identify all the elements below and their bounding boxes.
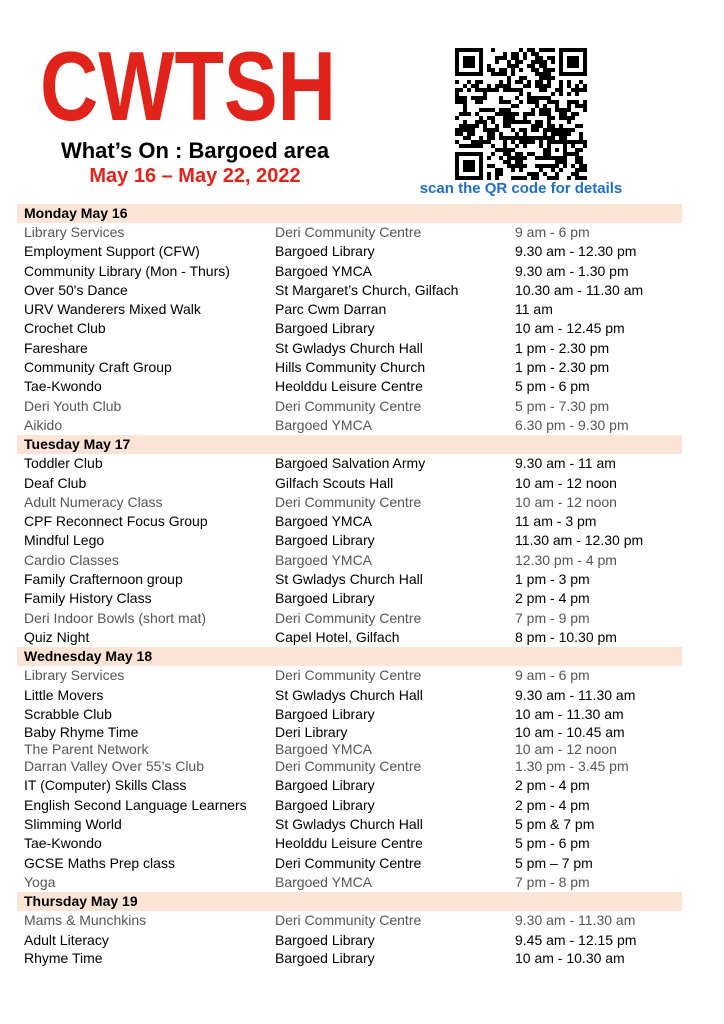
event-row xyxy=(17,531,682,550)
day-header: Wednesday May 18 xyxy=(17,647,682,666)
event-time: 11 am xyxy=(515,301,553,318)
event-time: 2 pm - 4 pm xyxy=(515,796,590,813)
event-time: 2 pm - 4 pm xyxy=(515,590,590,607)
event-venue: Bargoed Salvation Army xyxy=(275,455,426,472)
event-venue: Bargoed YMCA xyxy=(275,262,373,279)
event-activity: Quiz Night xyxy=(24,628,90,645)
event-activity: Baby Rhyme Time xyxy=(24,724,139,741)
event-venue: Bargoed YMCA xyxy=(275,740,373,757)
event-row xyxy=(17,950,682,967)
cwtsh-logo xyxy=(38,31,338,141)
event-time: 1 pm - 2.30 pm xyxy=(515,359,610,376)
event-time: 10.30 am - 11.30 am xyxy=(515,281,644,298)
event-venue: Deri Library xyxy=(275,724,348,741)
event-row xyxy=(17,300,682,319)
event-row xyxy=(17,854,682,873)
event-row xyxy=(17,319,682,338)
event-activity: The Parent Network xyxy=(24,740,149,757)
page-title: What’s On : Bargoed area xyxy=(60,138,330,163)
event-activity: Adult Numeracy Class xyxy=(24,493,163,510)
event-venue: Bargoed Library xyxy=(275,931,375,948)
event-activity: English Second Language Learners xyxy=(24,796,247,813)
event-row xyxy=(17,512,682,531)
event-time: 9.30 am - 1.30 pm xyxy=(515,262,629,279)
event-activity: Little Movers xyxy=(24,686,104,703)
event-time: 11 am - 3 pm xyxy=(515,513,597,530)
event-activity: Library Services xyxy=(24,224,125,240)
event-activity: Mams & Munchkins xyxy=(24,912,147,929)
event-venue: Deri Community Centre xyxy=(275,224,422,240)
event-venue: Heolddu Leisure Centre xyxy=(275,378,423,395)
event-time: 9.45 am - 12.15 pm xyxy=(515,931,637,948)
day-header: Monday May 16 xyxy=(17,204,682,223)
event-time: 10 am - 12 noon xyxy=(515,493,617,510)
event-row xyxy=(17,551,682,570)
event-time: 7 pm - 8 pm xyxy=(515,873,590,890)
event-time: 1.30 pm - 3.45 pm xyxy=(515,758,629,775)
event-venue: Bargoed Library xyxy=(275,796,375,813)
date-range: May 16 – May 22, 2022 xyxy=(89,165,301,187)
event-activity: Cardio Classes xyxy=(24,551,119,568)
event-activity: Over 50's Dance xyxy=(24,281,128,298)
event-activity: CPF Reconnect Focus Group xyxy=(24,513,208,530)
event-venue: Bargoed Library xyxy=(275,705,375,722)
event-row xyxy=(17,281,682,300)
event-row xyxy=(17,666,682,685)
event-time: 9.30 am - 12.30 pm xyxy=(515,243,637,260)
event-time: 9 am - 6 pm xyxy=(515,224,590,240)
event-time: 5 pm & 7 pm xyxy=(515,816,595,833)
qr-caption: scan the QR code for details xyxy=(419,180,623,197)
event-row xyxy=(17,741,682,758)
event-activity: Slimming World xyxy=(24,816,122,833)
event-activity: Darran Valley Over 55’s Club xyxy=(24,758,205,775)
event-row xyxy=(17,377,682,396)
event-row xyxy=(17,834,682,853)
event-venue: St Gwladys Church Hall xyxy=(275,686,423,703)
event-row xyxy=(17,474,682,493)
event-venue: Heolddu Leisure Centre xyxy=(275,835,423,852)
event-row xyxy=(17,358,682,377)
event-venue: Bargoed Library xyxy=(275,243,375,260)
event-row xyxy=(17,589,682,608)
event-row xyxy=(17,454,682,473)
event-time: 1 pm - 2.30 pm xyxy=(515,339,610,356)
event-time: 9 am - 6 pm xyxy=(515,667,590,684)
event-venue: St Gwladys Church Hall xyxy=(275,571,423,588)
event-time: 10 am - 10.30 am xyxy=(515,949,625,966)
event-time: 6.30 pm - 9.30 pm xyxy=(515,416,629,433)
event-activity: Employment Support (CFW) xyxy=(24,243,200,260)
event-time: 5 pm - 7.30 pm xyxy=(515,397,610,414)
event-activity: GCSE Maths Prep class xyxy=(24,854,175,871)
event-activity: IT (Computer) Skills Class xyxy=(24,777,187,794)
event-venue: Deri Community Centre xyxy=(275,667,422,684)
event-row xyxy=(17,815,682,834)
event-venue: Parc Cwm Darran xyxy=(275,301,387,318)
event-row xyxy=(17,686,682,705)
event-activity: Library Services xyxy=(24,667,125,684)
event-time: 1 pm - 3 pm xyxy=(515,571,590,588)
event-row xyxy=(17,416,682,435)
event-venue: Deri Community Centre xyxy=(275,493,422,510)
day-header: Tuesday May 17 xyxy=(17,435,682,454)
event-venue: Deri Community Centre xyxy=(275,758,422,775)
event-row xyxy=(17,873,682,892)
event-venue: Bargoed YMCA xyxy=(275,551,373,568)
event-activity: Deri Youth Club xyxy=(24,397,122,414)
event-venue: Bargoed Library xyxy=(275,532,375,549)
event-activity: Toddler Club xyxy=(24,455,103,472)
event-activity: Fareshare xyxy=(24,339,88,356)
event-time: 12.30 pm - 4 pm xyxy=(515,551,617,568)
day-header: Thursday May 19 xyxy=(17,892,682,911)
event-time: 10 am - 12.45 pm xyxy=(515,320,625,337)
event-venue: Gilfach Scouts Hall xyxy=(275,474,394,491)
event-venue: Deri Community Centre xyxy=(275,912,422,929)
event-time: 7 pm - 9 pm xyxy=(515,609,590,626)
event-row xyxy=(17,339,682,358)
logo-text: CWTSH xyxy=(40,31,336,141)
event-activity: URV Wanderers Mixed Walk xyxy=(24,301,201,318)
event-venue: St Gwladys Church Hall xyxy=(275,339,423,356)
event-venue: Bargoed Library xyxy=(275,590,375,607)
event-activity: Adult Literacy xyxy=(24,931,109,948)
event-time: 10 am - 10.45 am xyxy=(515,724,625,741)
event-time: 9.30 am - 11 am xyxy=(515,455,616,472)
event-row xyxy=(17,609,682,628)
event-row xyxy=(17,931,682,950)
event-activity: Tae-Kwondo xyxy=(24,378,102,395)
event-row xyxy=(17,628,682,647)
event-venue: St Margaret’s Church, Gilfach xyxy=(275,281,459,298)
event-activity: Yoga xyxy=(24,873,56,890)
event-venue: Bargoed Library xyxy=(275,777,375,794)
event-row xyxy=(17,796,682,815)
event-row xyxy=(17,776,682,795)
event-venue: Hills Community Church xyxy=(275,359,426,376)
event-activity: Family Crafternoon group xyxy=(24,571,183,588)
event-venue: Deri Community Centre xyxy=(275,397,422,414)
event-time: 2 pm - 4 pm xyxy=(515,777,590,794)
event-row xyxy=(17,705,682,724)
event-time: 11.30 am - 12.30 pm xyxy=(515,532,644,549)
event-venue: Bargoed YMCA xyxy=(275,873,373,890)
event-row xyxy=(17,724,682,741)
event-activity: Family History Class xyxy=(24,590,152,607)
event-time: 5 pm – 7 pm xyxy=(515,854,593,871)
event-activity: Mindful Lego xyxy=(24,532,105,549)
event-row xyxy=(17,493,682,512)
event-activity: Crochet Club xyxy=(24,320,106,337)
event-venue: Deri Community Centre xyxy=(275,609,422,626)
event-time: 5 pm - 6 pm xyxy=(515,835,590,852)
event-time: 10 am - 11.30 am xyxy=(515,705,624,722)
qr-code-icon[interactable] xyxy=(455,48,587,180)
event-time: 10 am - 12 noon xyxy=(515,474,617,491)
event-activity: Community Craft Group xyxy=(24,359,172,376)
event-row xyxy=(17,757,682,776)
event-row xyxy=(17,570,682,589)
event-time: 8 pm - 10.30 pm xyxy=(515,628,617,645)
event-row xyxy=(17,223,682,242)
event-activity: Deri Indoor Bowls (short mat) xyxy=(24,609,207,626)
event-activity: Scrabble Club xyxy=(24,705,112,722)
event-venue: Capel Hotel, Gilfach xyxy=(275,628,400,645)
event-venue: St Gwladys Church Hall xyxy=(275,816,423,833)
schedule-table xyxy=(17,204,682,966)
event-venue: Bargoed YMCA xyxy=(275,513,373,530)
event-activity: Deaf Club xyxy=(24,474,87,491)
event-row xyxy=(17,397,682,416)
event-venue: Deri Community Centre xyxy=(275,854,422,871)
event-time: 5 pm - 6 pm xyxy=(515,378,590,395)
event-row xyxy=(17,242,682,261)
event-time: 9.30 am - 11.30 am xyxy=(515,686,636,703)
event-venue: Bargoed Library xyxy=(275,320,375,337)
event-activity: Tae-Kwondo xyxy=(24,835,102,852)
event-time: 9.30 am - 11.30 am xyxy=(515,912,636,929)
event-time: 10 am - 12 noon xyxy=(515,740,617,757)
event-activity: Rhyme Time xyxy=(24,949,103,966)
event-activity: Aikido xyxy=(24,416,63,433)
event-venue: Bargoed YMCA xyxy=(275,416,373,433)
event-row xyxy=(17,911,682,930)
event-row xyxy=(17,262,682,281)
event-activity: Community Library (Mon - Thurs) xyxy=(24,262,230,279)
event-venue: Bargoed Library xyxy=(275,949,375,966)
